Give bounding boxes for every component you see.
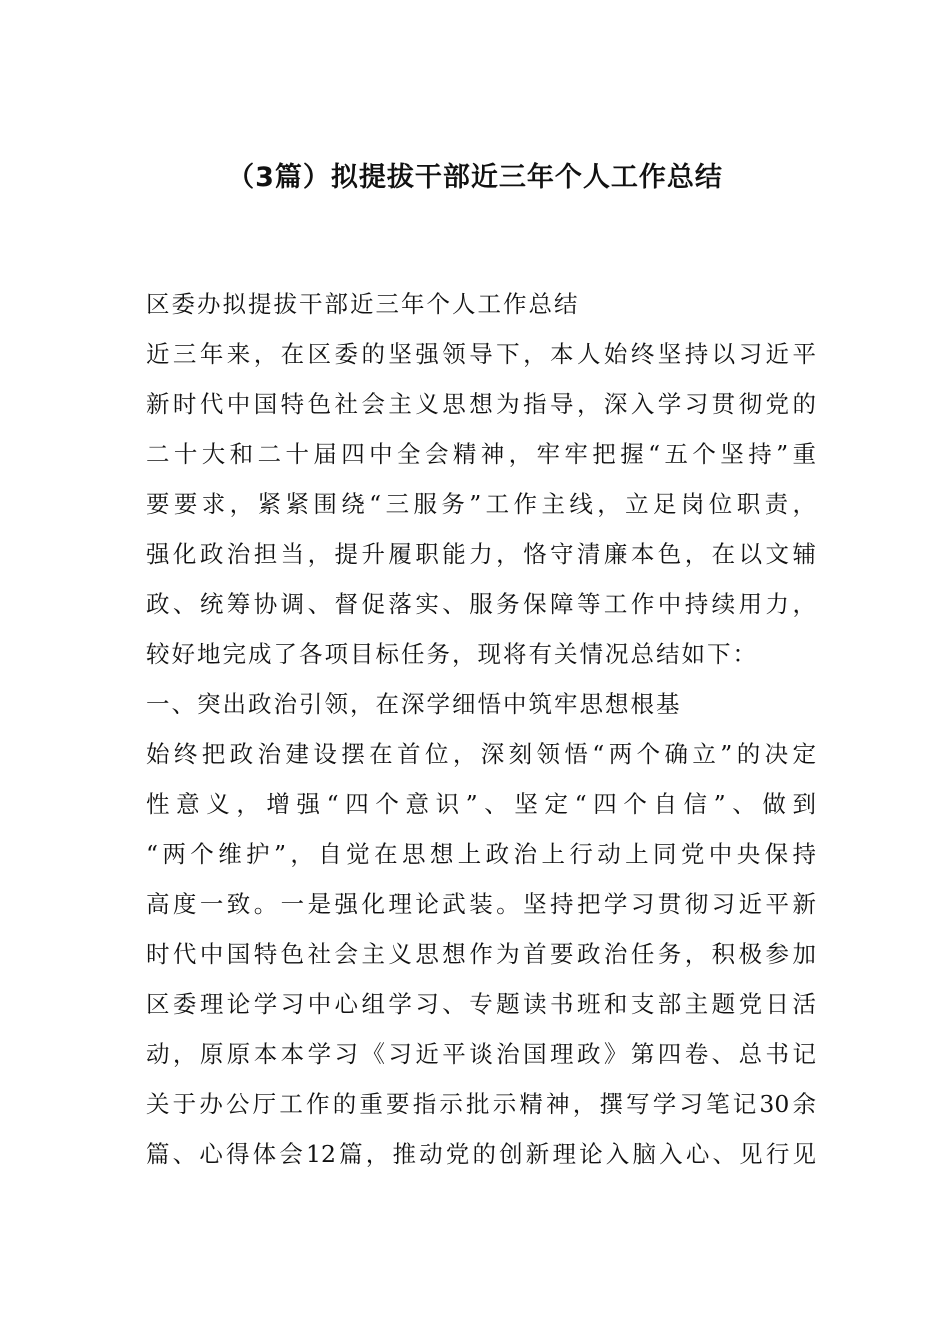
paragraph-line: 较好地完成了各项目标任务，现将有关情况总结如下： <box>146 640 758 668</box>
section-heading: 一、突出政治引领，在深学细悟中筑牢思想根基 <box>146 690 682 718</box>
paragraph-line: 始终把政治建设摆在首位，深刻领悟“两个确立”的决定 <box>146 740 816 768</box>
document-title: （3篇）拟提拔干部近三年个人工作总结 <box>227 162 723 193</box>
paragraph-line: 要要求，紧紧围绕“三服务”工作主线，立足岗位职责， <box>146 490 816 518</box>
paragraph-line: 时代中国特色社会主义思想作为首要政治任务，积极参加 <box>146 940 816 968</box>
document-body <box>146 286 816 1186</box>
section-heading-subtitle: 区委办拟提拔干部近三年个人工作总结 <box>146 290 580 318</box>
paragraph-line: 动，原原本本学习《习近平谈治国理政》第四卷、总书记 <box>146 1040 816 1068</box>
paragraph-line: 二十大和二十届四中全会精神，牢牢把握“五个坚持”重 <box>146 440 816 468</box>
paragraph-line: 政、统筹协调、督促落实、服务保障等工作中持续用力， <box>146 590 816 618</box>
paragraph-line: 强化政治担当，提升履职能力，恪守清廉本色，在以文辅 <box>146 540 816 568</box>
paragraph-line: 近三年来，在区委的坚强领导下，本人始终坚持以习近平 <box>146 340 816 368</box>
paragraph-line: 高度一致。一是强化理论武装。坚持把学习贯彻习近平新 <box>146 890 816 918</box>
paragraph-line: 区委理论学习中心组学习、专题读书班和支部主题党日活 <box>146 990 816 1018</box>
paragraph-line: 性意义，增强“四个意识”、坚定“四个自信”、做到 <box>146 790 816 818</box>
paragraph-line: 关于办公厅工作的重要指示批示精神，撰写学习笔记30余 <box>146 1090 816 1118</box>
paragraph-line: 新时代中国特色社会主义思想为指导，深入学习贯彻党的 <box>146 390 816 418</box>
paragraph-line: 篇、心得体会12篇，推动党的创新理论入脑入心、见行见 <box>146 1140 816 1168</box>
paragraph-line: “两个维护”，自觉在思想上政治上行动上同党中央保持 <box>146 840 816 868</box>
